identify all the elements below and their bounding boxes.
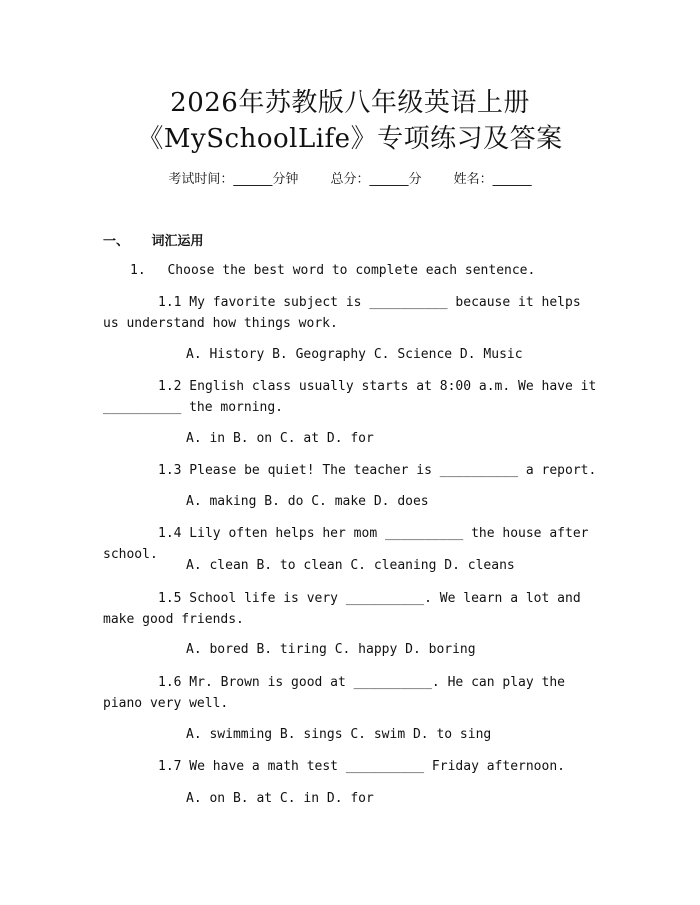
question-options: A. making B. do C. make D. does <box>186 494 429 509</box>
question-intro-number: 1. <box>130 263 146 278</box>
question-stem: 1.5 School life is very __________. We learn a lot and make good friends. <box>103 591 581 627</box>
question-stem: 1.2 English class usually starts at 8:00 a.m. We have it __________ the morning. <box>103 379 597 415</box>
exam-score: 总分：______分 <box>330 172 422 187</box>
section-heading <box>103 230 204 249</box>
question-options: A. clean B. to clean C. cleaning D. cleans <box>186 558 515 573</box>
exam-name: 姓名：______ <box>453 172 532 187</box>
question-intro <box>130 260 535 281</box>
document-title-line1: 2026年苏教版八年级英语上册 <box>170 88 530 118</box>
question-stem: 1.3 Please be quiet! The teacher is __________ a report. <box>158 463 597 478</box>
question-stem: 1.1 My favorite subject is __________ because it helps us understand how things work. <box>103 295 581 331</box>
question-options: A. in B. on C. at D. for <box>186 431 374 446</box>
question-intro-text: Choose the best word to complete each sentence. <box>167 263 536 278</box>
question-stem: 1.7 We have a math test __________ Friday afternoon. <box>158 759 565 774</box>
question-options: A. History B. Geography C. Science D. Music <box>186 347 523 362</box>
section-number: 一、 <box>103 234 130 249</box>
question-stem: 1.6 Mr. Brown is good at __________. He can play the piano very well. <box>103 675 565 711</box>
question-stem: 1.4 Lily often helps her mom __________ the house after school. <box>103 526 589 562</box>
exam-time: 考试时间：______分钟 <box>168 172 299 187</box>
question-options: A. swimming B. sings C. swim D. to sing <box>186 727 492 742</box>
question-options: A. bored B. tiring C. happy D. boring <box>186 642 476 657</box>
question-options: A. on B. at C. in D. for <box>186 791 374 806</box>
document-title-line2: 《MySchoolLife》专项练习及答案 <box>137 124 563 154</box>
exam-meta <box>0 168 700 187</box>
section-title: 词汇运用 <box>151 234 204 249</box>
